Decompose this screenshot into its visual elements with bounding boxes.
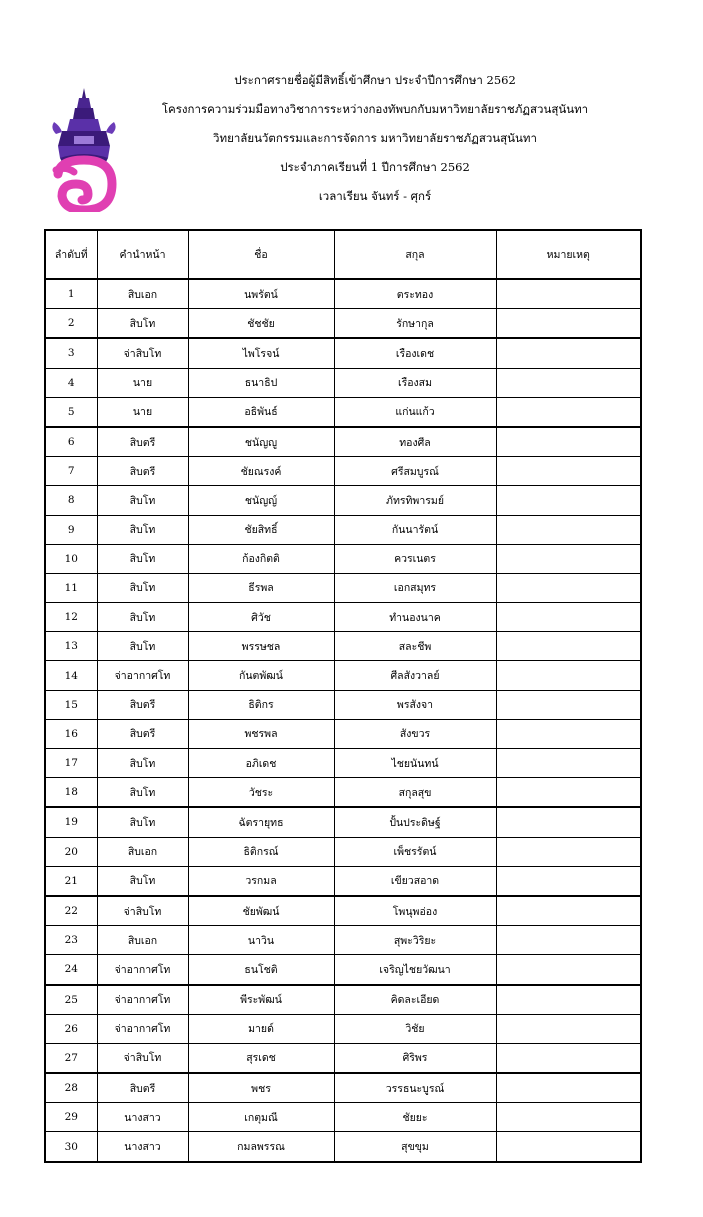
cell-remark [496, 309, 641, 339]
cell-lastname: เรืองสม [334, 368, 496, 397]
table-row [45, 544, 641, 573]
cell-prefix: สิบโท [97, 515, 188, 544]
cell-remark [496, 926, 641, 955]
cell-prefix: สิบตรี [97, 427, 188, 457]
cell-prefix: สิบตรี [97, 1073, 188, 1103]
table-row [45, 515, 641, 544]
cell-firstname: กมลพรรณ [188, 1132, 334, 1162]
cell-firstname: พีระพัฒน์ [188, 985, 334, 1015]
table-row [45, 837, 641, 866]
cell-prefix: สิบตรี [97, 719, 188, 748]
cell-prefix: จ่าอากาศโท [97, 955, 188, 985]
table-row [45, 1043, 641, 1073]
cell-firstname: ชัยพัฒน์ [188, 896, 334, 926]
cell-lastname: สุพะวิริยะ [334, 926, 496, 955]
cell-firstname: กันตพัฒน์ [188, 661, 334, 690]
cell-firstname: ชัยณรงค์ [188, 457, 334, 486]
cell-no: 24 [45, 955, 97, 985]
cell-no: 29 [45, 1103, 97, 1132]
cell-no: 1 [45, 279, 97, 309]
cell-prefix: สิบโท [97, 486, 188, 515]
cell-remark [496, 778, 641, 808]
table-header-row [45, 230, 641, 279]
cell-firstname: มายด์ [188, 1014, 334, 1043]
cell-remark [496, 1103, 641, 1132]
cell-lastname: วิชัย [334, 1014, 496, 1043]
table-row [45, 985, 641, 1015]
cell-lastname: ชัยยะ [334, 1103, 496, 1132]
cell-firstname: ก้องกิตติ [188, 544, 334, 573]
cell-prefix: นาย [97, 368, 188, 397]
cell-remark [496, 573, 641, 602]
cell-lastname: สุขขุม [334, 1132, 496, 1162]
cell-no: 2 [45, 309, 97, 339]
cell-prefix: นาย [97, 397, 188, 427]
cell-firstname: ชัยสิทธิ์ [188, 515, 334, 544]
cell-lastname: กันนารัตน์ [334, 515, 496, 544]
cell-no: 6 [45, 427, 97, 457]
cell-prefix: สิบตรี [97, 457, 188, 486]
cell-firstname: สุรเดช [188, 1043, 334, 1073]
cell-no: 11 [45, 573, 97, 602]
cell-firstname: วัชระ [188, 778, 334, 808]
cell-remark [496, 837, 641, 866]
cell-lastname: ทองศีล [334, 427, 496, 457]
cell-firstname: นพรัตน์ [188, 279, 334, 309]
header-project: โครงการความร่วมมือทางวิชาการระหว่างกองทัพบกกับมหาวิทยาลัยราชภัฏสวนสุนันทา [161, 102, 589, 116]
cell-remark [496, 368, 641, 397]
cell-prefix: จ่าสิบโท [97, 896, 188, 926]
cell-firstname: พรรษชล [188, 632, 334, 661]
cell-firstname: ธิติกร [188, 690, 334, 719]
cell-firstname: ธิติกรณ์ [188, 837, 334, 866]
table-row [45, 397, 641, 427]
cell-no: 3 [45, 338, 97, 368]
cell-firstname: พชร [188, 1073, 334, 1103]
cell-firstname: ชัชชัย [188, 309, 334, 339]
cell-remark [496, 807, 641, 837]
table-row [45, 486, 641, 515]
cell-remark [496, 985, 641, 1015]
cell-no: 28 [45, 1073, 97, 1103]
cell-remark [496, 515, 641, 544]
cell-no: 27 [45, 1043, 97, 1073]
cell-no: 17 [45, 749, 97, 778]
cell-no: 20 [45, 837, 97, 866]
table-row [45, 690, 641, 719]
cell-no: 22 [45, 896, 97, 926]
cell-no: 16 [45, 719, 97, 748]
cell-lastname: ปั้นประดิษฐ์ [334, 807, 496, 837]
cell-firstname: ชนัญญ์ [188, 486, 334, 515]
cell-lastname: เพ็ชรรัตน์ [334, 837, 496, 866]
cell-lastname: เจริญไชยวัฒนา [334, 955, 496, 985]
cell-lastname: สกุลสุข [334, 778, 496, 808]
cell-no: 8 [45, 486, 97, 515]
cell-lastname: โพนุพอ่อง [334, 896, 496, 926]
cell-remark [496, 866, 641, 896]
cell-prefix: สิบเอก [97, 926, 188, 955]
table-row [45, 1132, 641, 1162]
table-row [45, 457, 641, 486]
table-row [45, 309, 641, 339]
table-row [45, 573, 641, 602]
cell-prefix: สิบโท [97, 807, 188, 837]
cell-lastname: ภัทรทิพารมย์ [334, 486, 496, 515]
cell-lastname: สละชีพ [334, 632, 496, 661]
cell-lastname: ศรีสมบูรณ์ [334, 457, 496, 486]
cell-remark [496, 544, 641, 573]
table-row [45, 955, 641, 985]
cell-prefix: สิบโท [97, 866, 188, 896]
cell-remark [496, 896, 641, 926]
table-row [45, 749, 641, 778]
table-row [45, 719, 641, 748]
cell-remark [496, 955, 641, 985]
cell-lastname: ทำนองนาค [334, 603, 496, 632]
header-title: ประกาศรายชื่อผู้มีสิทธิ์เข้าศึกษา ประจำปีการศึกษา 2562 [234, 73, 516, 87]
cell-remark [496, 1014, 641, 1043]
cell-lastname: รักษากุล [334, 309, 496, 339]
cell-no: 21 [45, 866, 97, 896]
cell-remark [496, 603, 641, 632]
cell-remark [496, 427, 641, 457]
cell-firstname: ศิวัช [188, 603, 334, 632]
table-row [45, 279, 641, 309]
cell-firstname: นาวิน [188, 926, 334, 955]
table-row [45, 807, 641, 837]
cell-remark [496, 1073, 641, 1103]
cell-remark [496, 279, 641, 309]
cell-firstname: ธนโชติ [188, 955, 334, 985]
cell-no: 12 [45, 603, 97, 632]
cell-prefix: นางสาว [97, 1103, 188, 1132]
cell-prefix: จ่าอากาศโท [97, 661, 188, 690]
cell-firstname: ชนัญญู [188, 427, 334, 457]
cell-remark [496, 661, 641, 690]
cell-lastname: เขียวสอาด [334, 866, 496, 896]
cell-prefix: จ่าสิบโท [97, 338, 188, 368]
cell-prefix: สิบโท [97, 544, 188, 573]
cell-no: 15 [45, 690, 97, 719]
cell-lastname: ศิริพร [334, 1043, 496, 1073]
cell-remark [496, 632, 641, 661]
table-row [45, 778, 641, 808]
table-row [45, 896, 641, 926]
col-header-firstname: ชื่อ [188, 230, 334, 279]
cell-no: 26 [45, 1014, 97, 1043]
cell-remark [496, 338, 641, 368]
cell-prefix: สิบโท [97, 603, 188, 632]
cell-no: 23 [45, 926, 97, 955]
cell-prefix: จ่าอากาศโท [97, 985, 188, 1015]
cell-lastname: ควรเนตร [334, 544, 496, 573]
cell-remark [496, 719, 641, 748]
cell-no: 10 [45, 544, 97, 573]
cell-no: 18 [45, 778, 97, 808]
cell-no: 13 [45, 632, 97, 661]
cell-lastname: สังขวร [334, 719, 496, 748]
col-header-remark: หมายเหตุ [496, 230, 641, 279]
table-row [45, 427, 641, 457]
cell-lastname: คิดละเอียด [334, 985, 496, 1015]
table-row [45, 661, 641, 690]
cell-prefix: จ่าอากาศโท [97, 1014, 188, 1043]
university-emblem-logo [50, 88, 118, 212]
cell-prefix: นางสาว [97, 1132, 188, 1162]
col-header-prefix: คำนำหน้า [97, 230, 188, 279]
cell-no: 14 [45, 661, 97, 690]
table-row [45, 1103, 641, 1132]
cell-lastname: แก่นแก้ว [334, 397, 496, 427]
table-row [45, 1073, 641, 1103]
cell-firstname: ไพโรจน์ [188, 338, 334, 368]
cell-remark [496, 397, 641, 427]
table-row [45, 603, 641, 632]
cell-no: 7 [45, 457, 97, 486]
cell-no: 25 [45, 985, 97, 1015]
cell-firstname: ธนาธิป [188, 368, 334, 397]
header-schedule: เวลาเรียน จันทร์ - ศุกร์ [318, 189, 432, 203]
table-row [45, 1014, 641, 1043]
cell-firstname: เกตุมณี [188, 1103, 334, 1132]
cell-firstname: วรกมล [188, 866, 334, 896]
cell-lastname: ตระทอง [334, 279, 496, 309]
cell-remark [496, 486, 641, 515]
cell-firstname: อภิเดช [188, 749, 334, 778]
cell-remark [496, 1043, 641, 1073]
cell-prefix: สิบตรี [97, 690, 188, 719]
table-row [45, 866, 641, 896]
cell-prefix: สิบโท [97, 778, 188, 808]
cell-lastname: วรรธนะบูรณ์ [334, 1073, 496, 1103]
header-semester: ประจำภาคเรียนที่ 1 ปีการศึกษา 2562 [280, 160, 470, 174]
cell-prefix: สิบโท [97, 749, 188, 778]
cell-no: 19 [45, 807, 97, 837]
table-row [45, 632, 641, 661]
table-row [45, 926, 641, 955]
cell-prefix: สิบเอก [97, 837, 188, 866]
cell-lastname: เอกสมุทร [334, 573, 496, 602]
students-table [44, 229, 642, 1163]
cell-remark [496, 1132, 641, 1162]
cell-prefix: สิบโท [97, 573, 188, 602]
cell-no: 9 [45, 515, 97, 544]
cell-remark [496, 690, 641, 719]
announcement-header [130, 66, 620, 211]
cell-no: 5 [45, 397, 97, 427]
cell-remark [496, 749, 641, 778]
cell-firstname: พชรพล [188, 719, 334, 748]
header-college: วิทยาลัยนวัตกรรมและการจัดการ มหาวิทยาลัยราชภัฏสวนสุนันทา [213, 131, 537, 145]
cell-prefix: จ่าสิบโท [97, 1043, 188, 1073]
cell-lastname: พรสังจา [334, 690, 496, 719]
cell-prefix: สิบโท [97, 632, 188, 661]
cell-no: 30 [45, 1132, 97, 1162]
cell-remark [496, 457, 641, 486]
col-header-lastname: สกุล [334, 230, 496, 279]
cell-prefix: สิบโท [97, 309, 188, 339]
cell-lastname: ศีลสังวาลย์ [334, 661, 496, 690]
table-row [45, 338, 641, 368]
col-header-no: ลำดับที่ [45, 230, 97, 279]
cell-firstname: อธิพันธ์ [188, 397, 334, 427]
cell-lastname: เรืองเดช [334, 338, 496, 368]
cell-firstname: ฉัตรายุทธ [188, 807, 334, 837]
cell-no: 4 [45, 368, 97, 397]
cell-prefix: สิบเอก [97, 279, 188, 309]
table-row [45, 368, 641, 397]
cell-firstname: ธีรพล [188, 573, 334, 602]
cell-lastname: ไชยนันทน์ [334, 749, 496, 778]
